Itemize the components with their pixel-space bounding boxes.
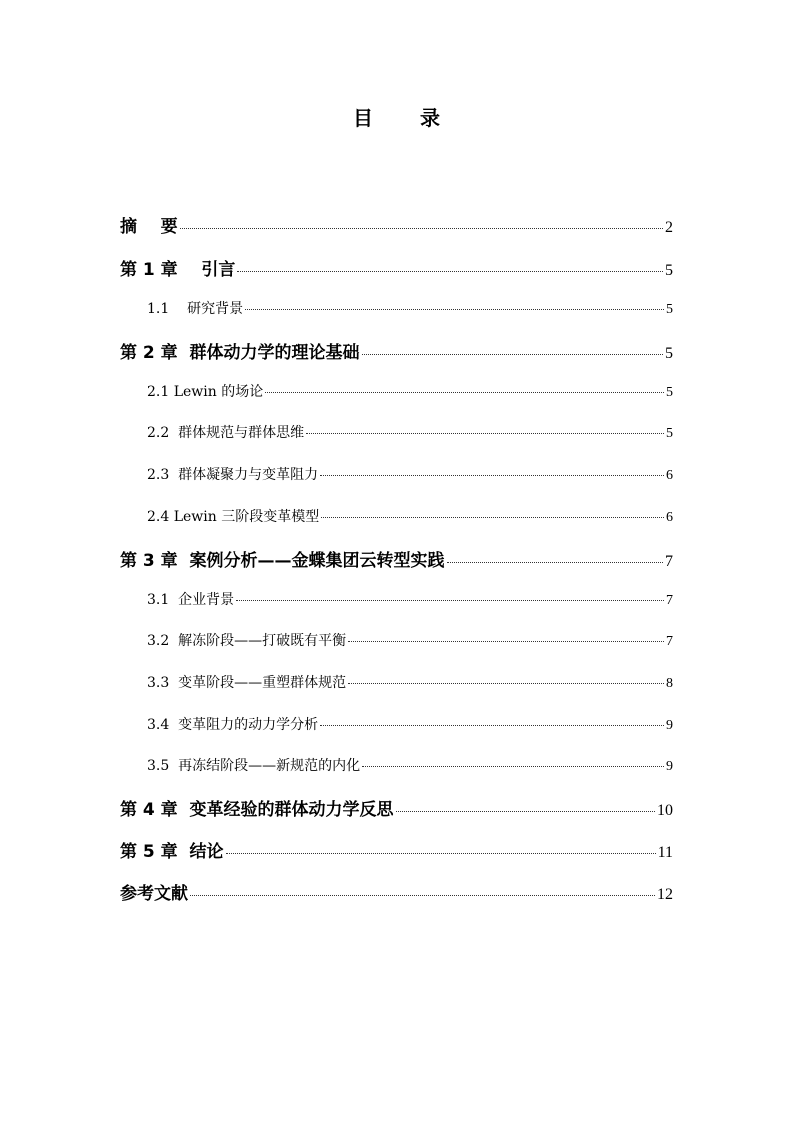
- toc-entry-label: 2.4 Lewin 三阶段变革模型: [147, 509, 320, 525]
- dot-leader: [320, 725, 664, 726]
- dot-leader: [236, 600, 664, 601]
- toc-entry-label: 参考文献: [120, 884, 188, 904]
- toc-entry-chapter-3[interactable]: [120, 546, 673, 571]
- toc-entry-chapter-5[interactable]: [120, 837, 673, 862]
- toc-entry-abstract[interactable]: [120, 212, 673, 237]
- toc-entry-references[interactable]: [120, 879, 673, 904]
- toc-entry-2-3[interactable]: [147, 464, 673, 484]
- toc-entry-page: 6: [666, 510, 673, 525]
- toc-entry-page: 6: [666, 468, 673, 483]
- toc-entry-page: 11: [657, 844, 673, 861]
- toc-entry-page: 9: [666, 718, 673, 733]
- toc-entry-page: 7: [665, 553, 673, 570]
- toc-entry-label: 3.5 再冻结阶段——新规范的内化: [147, 758, 361, 774]
- toc-entry-3-3[interactable]: [147, 672, 673, 692]
- toc-entry-2-2[interactable]: [147, 422, 673, 442]
- toc-entry-page: 9: [666, 759, 673, 774]
- toc-entry-page: 12: [657, 886, 673, 903]
- toc-entry-label: 3.2 解冻阶段——打破既有平衡: [147, 633, 347, 649]
- toc-entry-chapter-2[interactable]: [120, 338, 673, 363]
- toc-entry-label: 1.1 研究背景: [147, 301, 244, 317]
- toc-entry-3-2[interactable]: [147, 630, 673, 650]
- toc-entry-1-1[interactable]: [147, 298, 673, 318]
- toc-entry-page: 5: [666, 426, 673, 441]
- toc-entry-label: 第 1 章 引言: [120, 260, 236, 280]
- toc-entry-label: 3.4 变革阻力的动力学分析: [147, 717, 319, 733]
- toc-entry-label: 第 2 章 群体动力学的理论基础: [120, 343, 360, 363]
- toc-entry-label: 2.2 群体规范与群体思维: [147, 425, 305, 441]
- toc-entry-label: 第 3 章 案例分析——金蝶集团云转型实践: [120, 551, 445, 571]
- toc-entry-2-4[interactable]: [147, 506, 673, 526]
- toc-entry-label: 3.1 企业背景: [147, 592, 235, 608]
- dot-leader: [396, 811, 655, 812]
- toc-entry-label: 3.3 变革阶段——重塑群体规范: [147, 675, 347, 691]
- page-title: 目 录: [353, 106, 460, 130]
- toc-entry-label: 2.3 群体凝聚力与变革阻力: [147, 467, 319, 483]
- dot-leader: [348, 683, 664, 684]
- toc-entry-page: 7: [666, 634, 673, 649]
- dot-leader: [362, 766, 664, 767]
- dot-leader: [265, 392, 664, 393]
- toc-entry-label: 2.1 Lewin 的场论: [147, 384, 264, 400]
- dot-leader: [320, 475, 664, 476]
- toc-entry-label: 摘 要: [120, 217, 178, 237]
- dot-leader: [180, 228, 663, 229]
- toc-entry-page: 10: [657, 802, 673, 819]
- toc-entry-chapter-1[interactable]: [120, 255, 673, 280]
- dot-leader: [348, 641, 664, 642]
- toc-entry-page: 2: [665, 219, 673, 236]
- dot-leader: [245, 309, 664, 310]
- toc-entry-3-4[interactable]: [147, 714, 673, 734]
- toc-entry-2-1[interactable]: [147, 381, 673, 401]
- dot-leader: [226, 853, 656, 854]
- toc-entry-page: 5: [665, 262, 673, 279]
- toc-entry-label: 第 4 章 变革经验的群体动力学反思: [120, 800, 394, 820]
- dot-leader: [306, 433, 664, 434]
- toc-entry-3-5[interactable]: [147, 755, 673, 775]
- toc-entry-page: 5: [665, 345, 673, 362]
- dot-leader: [447, 562, 663, 563]
- toc-entry-3-1[interactable]: [147, 589, 673, 609]
- dot-leader: [362, 354, 663, 355]
- toc-entry-label: 第 5 章 结论: [120, 842, 224, 862]
- dot-leader: [237, 271, 663, 272]
- toc-entry-chapter-4[interactable]: [120, 795, 673, 820]
- toc-entry-page: 5: [666, 302, 673, 317]
- toc-entry-page: 8: [666, 676, 673, 691]
- dot-leader: [321, 517, 664, 518]
- dot-leader: [190, 895, 655, 896]
- toc-entry-page: 5: [666, 385, 673, 400]
- toc-entry-page: 7: [666, 593, 673, 608]
